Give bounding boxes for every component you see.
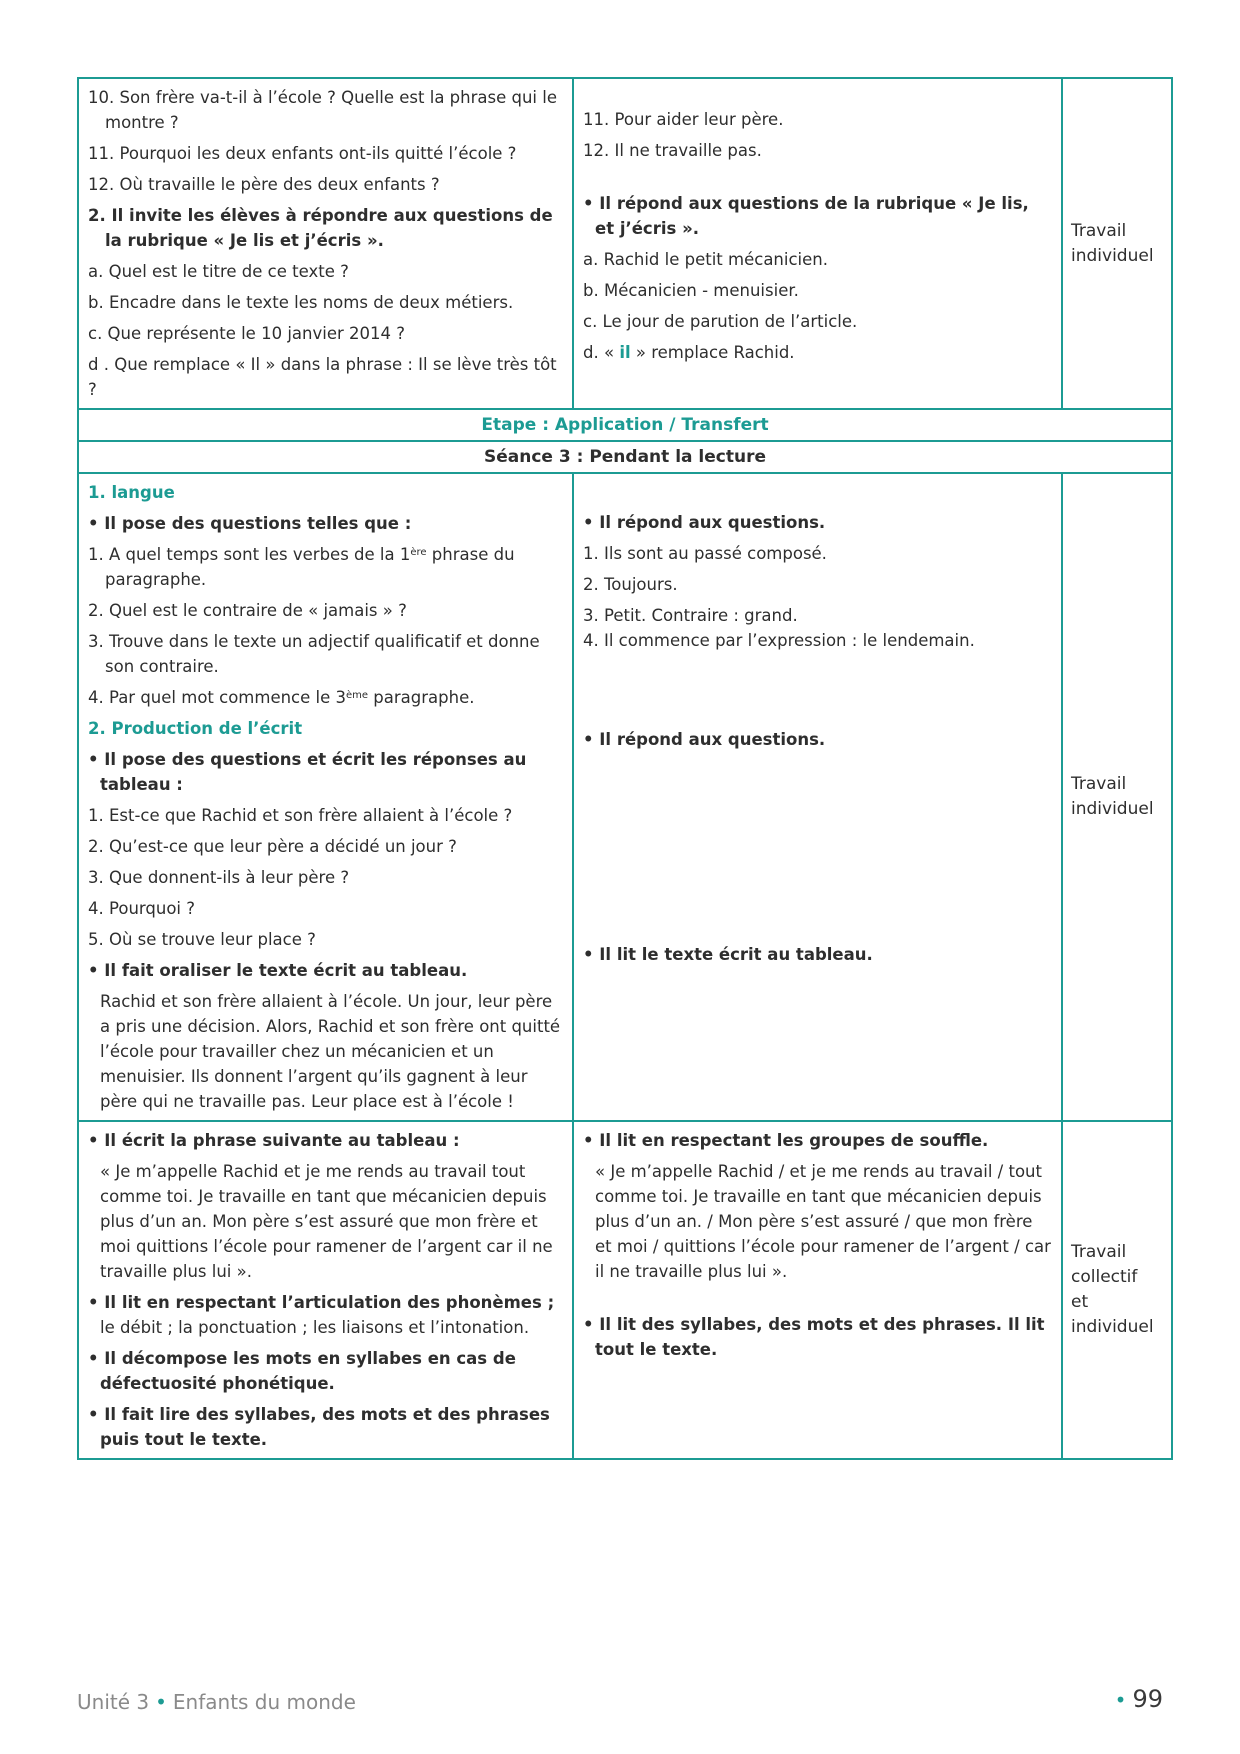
bullet: • (583, 945, 594, 964)
quote-paragraph: « Je m’appelle Rachid et je me rends au travail tout comme toi. Je travaille en tant que mécanicien depuis plus d’un an. Mon père s’est assuré que mon frère et moi quittions l’école pour ramener de l’argent car il ne travaille plus lui ». (100, 1162, 553, 1281)
table-row (78, 441, 1172, 473)
text-paragraph: Rachid et son frère allaient à l’école. Un jour, leur père a pris une décision. Alors, Rachid et son frère ont quitté l’école pour travailler chez un mécanicien et un menuisier. Ils donnent l’argent qu’ils gagnent à leur père qui ne travaille pas. Leur place est à l’école ! (100, 992, 561, 1111)
student-activities-cell (573, 1121, 1062, 1459)
unit-title: Enfants du monde (172, 1690, 356, 1714)
question-line: a. Quel est le titre de ce texte ? (88, 262, 349, 281)
bullet: • (88, 750, 99, 769)
page-bullet: • (1114, 1688, 1127, 1712)
question-line: c. Que représente le 10 janvier 2014 ? (88, 324, 405, 343)
question-line: 2. Quel est le contraire de « jamais » ? (88, 601, 407, 620)
table-row (78, 78, 1172, 409)
bullet: • (583, 1315, 594, 1334)
unit-label: Unité 3 (77, 1690, 150, 1714)
work-mode-cell (1062, 78, 1172, 409)
page-number-value: 99 (1132, 1685, 1163, 1713)
instruction-line: • Il fait oraliser le texte écrit au tableau. (88, 961, 468, 980)
stage-banner: Etape : Application / Transfert (78, 409, 1172, 441)
instruction-line: • Il écrit la phrase suivante au tableau : (88, 1131, 460, 1150)
section-heading: 1. langue (88, 483, 175, 502)
quote-paragraph: « Je m’appelle Rachid / et je me rends au travail / tout comme toi. Je travaille en tant que mécanicien depuis plus d’un an. / Mon père s’est assuré / que mon frère et moi / quittions l’école pour ramener de l’argent / car il ne travaille plus lui ». (595, 1162, 1051, 1281)
bullet: • (583, 730, 594, 749)
work-mode-line: et (1071, 1292, 1089, 1312)
instruction-line: • Il répond aux questions de la rubrique « Je lis, et j’écris ». (583, 194, 1029, 238)
instruction-detail: le débit ; la ponctuation ; les liaisons et l’intonation. (100, 1318, 530, 1337)
bullet: • (88, 1131, 99, 1150)
instruction-line: • Il lit en respectant les groupes de souffle. (583, 1131, 989, 1150)
bullet: • (88, 961, 99, 980)
work-mode-line: Travail (1071, 1242, 1127, 1262)
instruction-line: • Il lit des syllabes, des mots et des phrases. Il lit tout le texte. (583, 1315, 1045, 1359)
question-line: 4. Pourquoi ? (88, 899, 196, 918)
bullet: • (583, 194, 594, 213)
session-banner: Séance 3 : Pendant la lecture (78, 441, 1172, 473)
table-row (78, 409, 1172, 441)
work-mode-line: collectif (1071, 1267, 1138, 1287)
teacher-activities-cell (78, 1121, 573, 1459)
answer-line: c. Le jour de parution de l’article. (583, 312, 858, 331)
work-mode-line: individuel (1071, 799, 1154, 819)
question-line: 1. Est-ce que Rachid et son frère allaient à l’école ? (88, 806, 513, 825)
answer-line: 4. Il commence par l’expression : le lendemain. (583, 631, 975, 650)
answer-line: d. « il » remplace Rachid. (583, 343, 795, 362)
instruction-line: • Il fait lire des syllabes, des mots et des phrases puis tout le texte. (88, 1405, 550, 1449)
instruction-line: • Il lit en respectant l’articulation des phonèmes ; (88, 1293, 555, 1312)
question-line: 3. Trouve dans le texte un adjectif qualificatif et donne son contraire. (88, 632, 540, 676)
question-line: d . Que remplace « Il » dans la phrase : Il se lève très tôt ? (88, 355, 557, 399)
question-line: 2. Qu’est-ce que leur père a décidé un jour ? (88, 837, 457, 856)
instruction-line: • Il décompose les mots en syllabes en cas de défectuosité phonétique. (88, 1349, 516, 1393)
question-line: 3. Que donnent-ils à leur père ? (88, 868, 350, 887)
answer-line: b. Mécanicien - menuisier. (583, 281, 799, 300)
bullet: • (88, 1293, 99, 1312)
lesson-table (77, 77, 1173, 1460)
work-mode-cell (1062, 473, 1172, 1121)
bullet: • (583, 1131, 594, 1150)
question-line: 11. Pourquoi les deux enfants ont-ils quitté l’école ? (88, 144, 517, 163)
bullet: • (88, 514, 99, 533)
answer-line: 3. Petit. Contraire : grand. (583, 606, 798, 625)
instruction-line: • Il répond aux questions. (583, 730, 826, 749)
table-row (78, 473, 1172, 1121)
bullet: • (88, 1349, 99, 1368)
answer-line: 12. Il ne travaille pas. (583, 141, 762, 160)
footer-separator: • (155, 1690, 167, 1714)
student-activities-cell (573, 473, 1062, 1121)
question-line: 4. Par quel mot commence le 3ème paragraphe. (88, 688, 475, 707)
answer-line: 2. Toujours. (583, 575, 678, 594)
answer-line: a. Rachid le petit mécanicien. (583, 250, 828, 269)
instruction-line: • Il pose des questions et écrit les réponses au tableau : (88, 750, 527, 794)
answer-line: 11. Pour aider leur père. (583, 110, 784, 129)
work-mode-line: Travail (1071, 220, 1127, 241)
teacher-activities-cell (78, 473, 573, 1121)
bullet: • (583, 513, 594, 532)
student-activities-cell (573, 78, 1062, 409)
question-line: b. Encadre dans le texte les noms de deux métiers. (88, 293, 514, 312)
instruction-line: • Il répond aux questions. (583, 513, 826, 532)
work-mode-line: individuel (1071, 245, 1154, 266)
instruction-line: • Il pose des questions telles que : (88, 514, 412, 533)
question-line: 5. Où se trouve leur place ? (88, 930, 316, 949)
instruction-line: • Il lit le texte écrit au tableau. (583, 945, 873, 964)
question-line: 12. Où travaille le père des deux enfants ? (88, 175, 440, 194)
question-line: 1. A quel temps sont les verbes de la 1ère phrase du paragraphe. (88, 545, 515, 589)
section-heading: 2. Production de l’écrit (88, 719, 303, 738)
question-line: 10. Son frère va-t-il à l’école ? Quelle est la phrase qui le montre ? (88, 88, 557, 132)
instruction-line: 2. Il invite les élèves à répondre aux questions de la rubrique « Je lis et j’écris ». (88, 206, 553, 250)
work-mode-line: Travail (1071, 774, 1127, 794)
footer-unit-title (77, 1690, 356, 1714)
table-row (78, 1121, 1172, 1459)
bullet: • (88, 1405, 99, 1424)
work-mode-line: individuel (1071, 1317, 1154, 1337)
page-number (1115, 1685, 1163, 1713)
work-mode-cell (1062, 1121, 1172, 1459)
highlight-word: il (619, 343, 631, 362)
answer-line: 1. Ils sont au passé composé. (583, 544, 827, 563)
teacher-activities-cell (78, 78, 573, 409)
